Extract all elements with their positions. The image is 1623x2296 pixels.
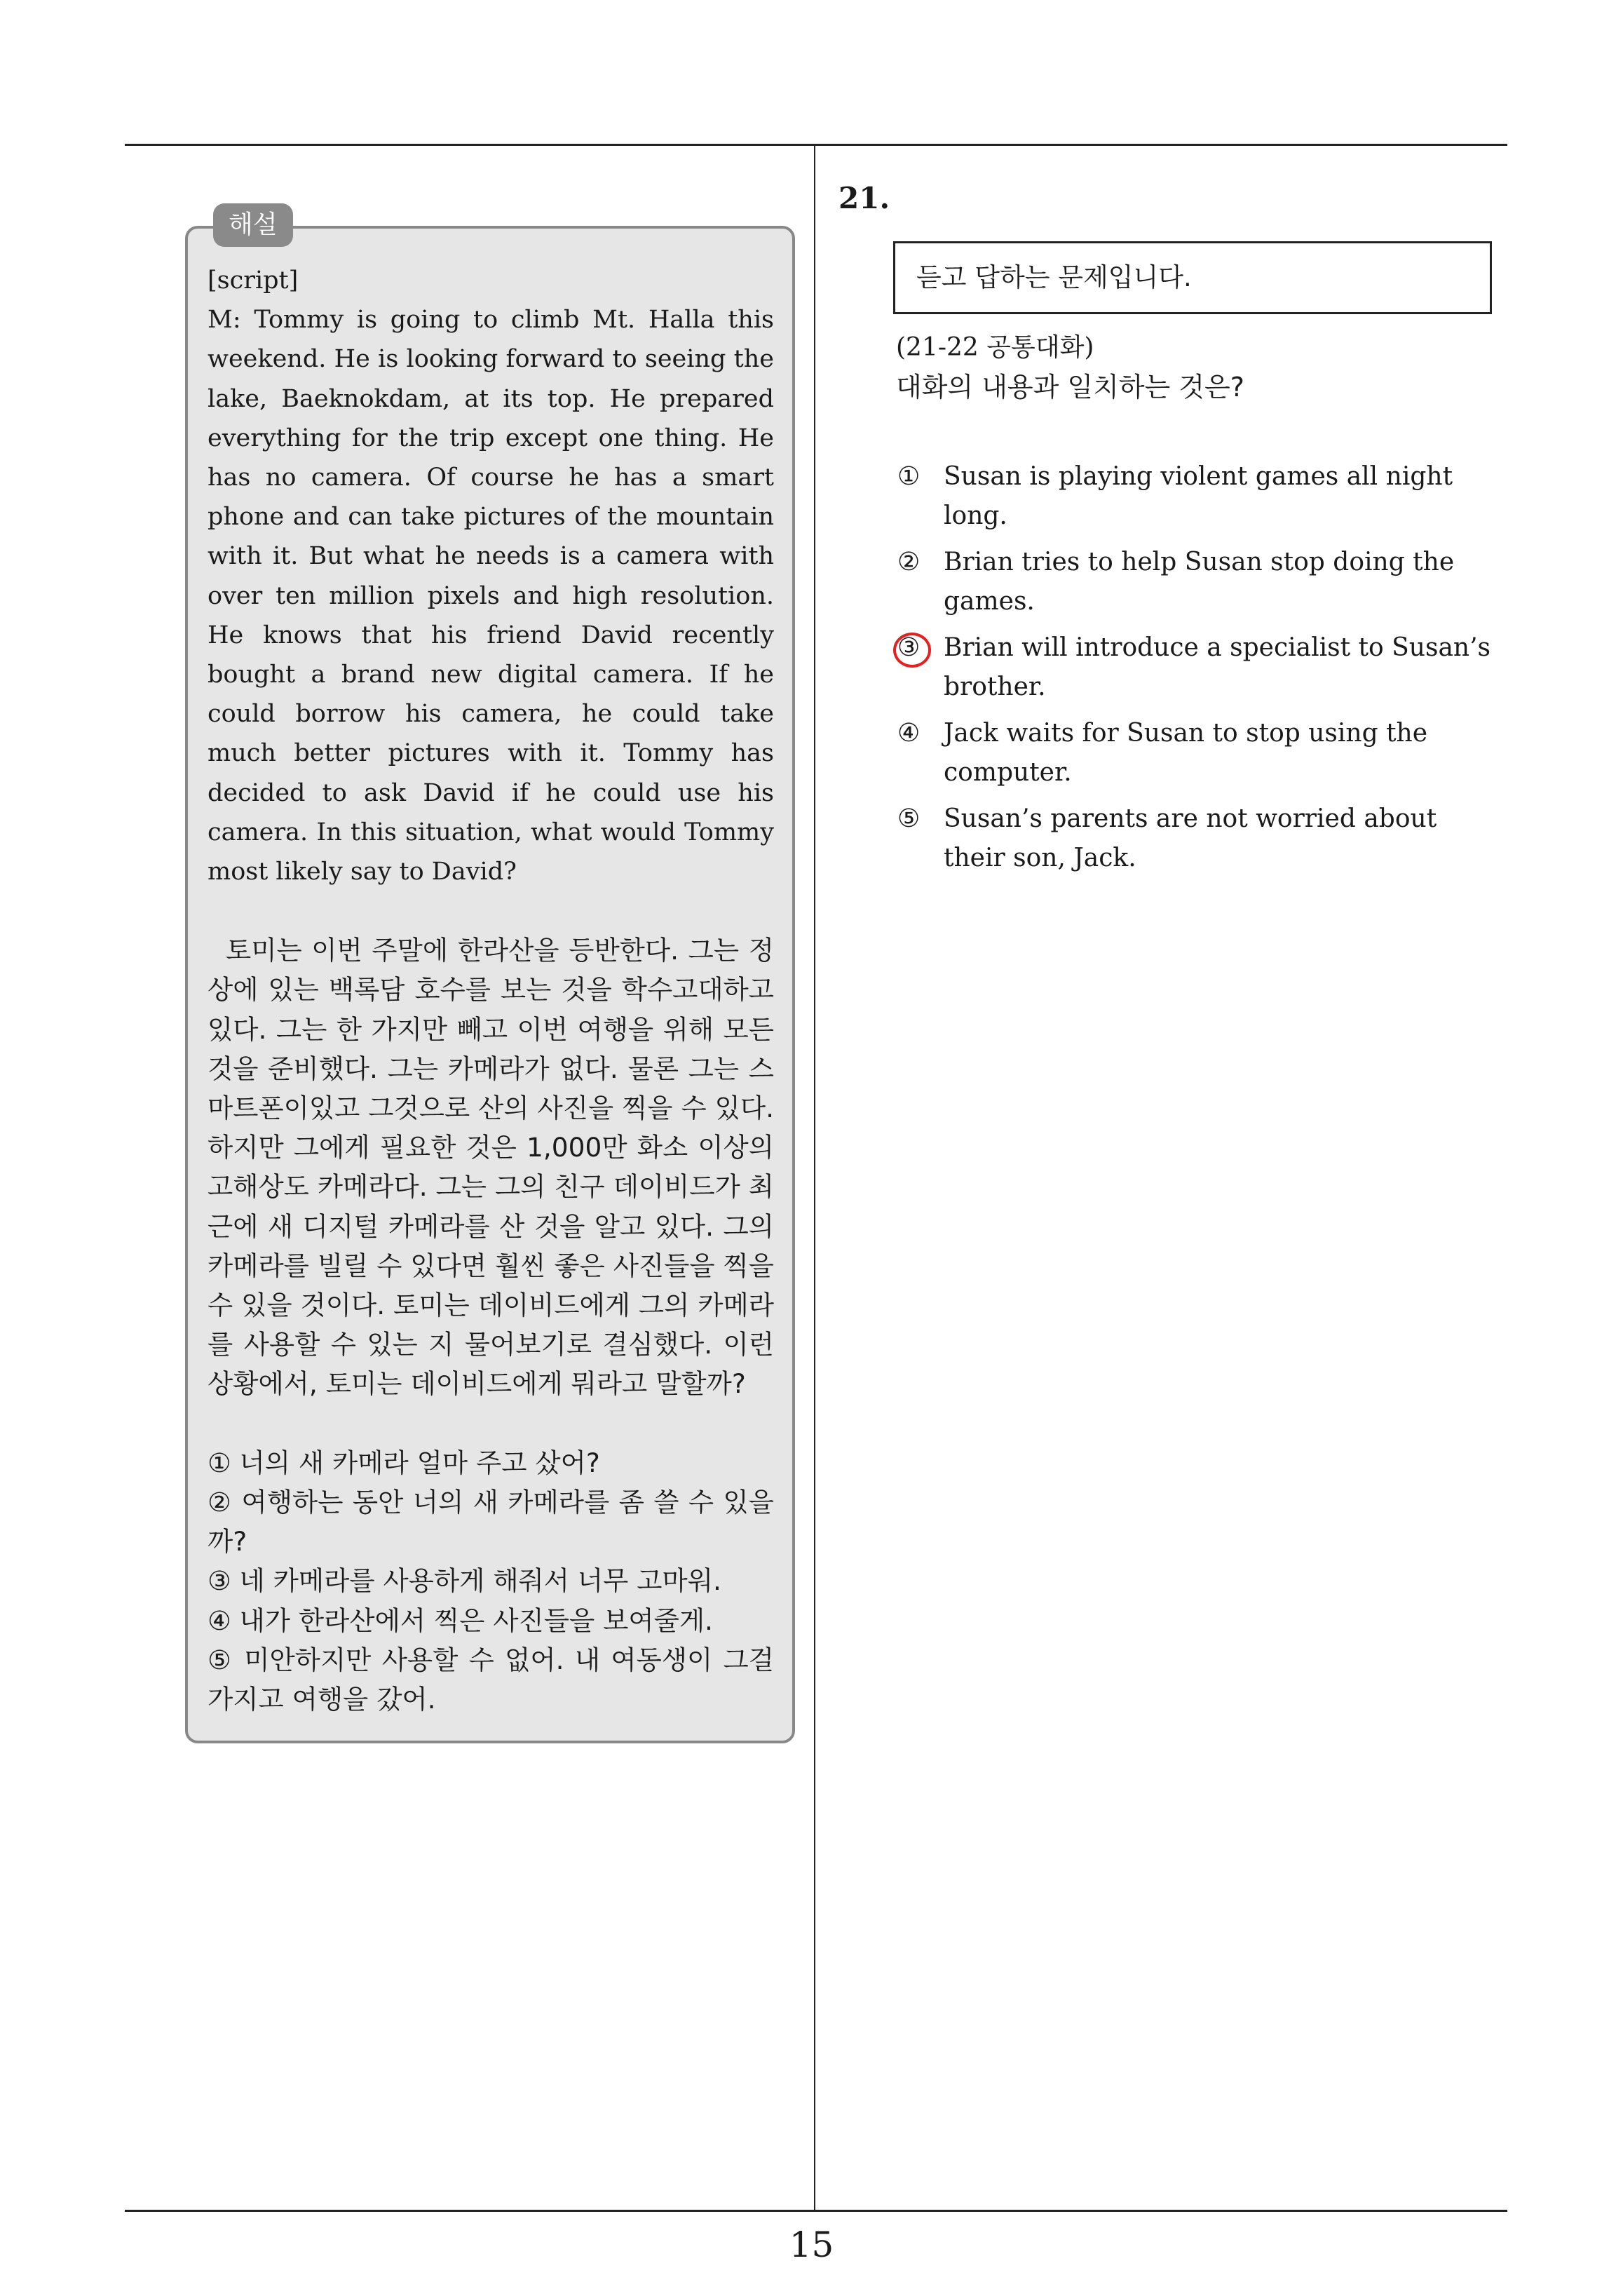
choice-3[interactable] bbox=[897, 628, 1500, 707]
choice-number: ④ bbox=[897, 719, 921, 748]
choice-text: Jack waits for Susan to stop using the computer. bbox=[944, 719, 1428, 787]
instruction-box: 듣고 답하는 문제입니다. bbox=[893, 241, 1492, 314]
script-text: M: Tommy is going to climb Mt. Halla this weekend. He is looking forward to seeing the lake, Baeknokdam, at its top. He prepared everything for the trip except one thing. He has no camera. Of course he has a smart phone and can take pictures of the mountain with it. But what he needs is a camera with over ten million pixels and high resolution. He knows that his friend David recently bought a brand new digital camera. If he could borrow his camera, he could take much better pictures with it. Tommy has decided to ask David if he could use his camera. In this situation, what would Tommy most likely say to David? bbox=[208, 306, 774, 886]
top-rule bbox=[125, 144, 1507, 146]
choice-text: Brian tries to help Susan stop doing the games. bbox=[944, 548, 1455, 616]
question-context: (21-22 공통대화) bbox=[896, 333, 1094, 362]
choice-1[interactable] bbox=[897, 457, 1500, 536]
page-number: 15 bbox=[789, 2224, 834, 2265]
choice-number: ② bbox=[897, 548, 921, 576]
translation-text: 토미는 이번 주말에 한라산을 등반한다. 그는 정상에 있는 백록담 호수를 보는 것을 학수고대하고 있다. 그는 한 가지만 빼고 이번 여행을 위해 모든 것을 준비했다. 그는 카메라가 없다. 물론 그는 스마트폰이있고 그것으로 산의 사진을 찍을 수 있다. 하지만 그에게 필요한 것은 1,000만 화소 이상의 고해상도 카메라다. 그는 그의 친구 데이비드가 최근에 새 디지털 카메라를 산 것을 알고 있다. 그의 카메라를 빌릴 수 있다면 훨씬 좋은 사진들을 찍을 수 있을 것이다. 토미는 데이비드에게 그의 카메라를 사용할 수 있는 지 물어보기로 결심했다. 이런 상황에서, 토미는 데이비드에게 뭐라고 말할까? bbox=[208, 935, 774, 1400]
script-label: [script] bbox=[208, 266, 299, 295]
choice-2[interactable] bbox=[897, 543, 1500, 621]
choice-4[interactable] bbox=[897, 714, 1500, 792]
choice-list bbox=[897, 457, 1500, 885]
bottom-rule bbox=[125, 2210, 1507, 2212]
option-1: ① 너의 새 카메라 얼마 주고 샀어? bbox=[208, 1447, 600, 1478]
choice-number: ① bbox=[897, 462, 921, 491]
answer-mark-circle bbox=[893, 633, 931, 668]
explanation-text bbox=[208, 261, 774, 1719]
question-number: 21. bbox=[838, 181, 890, 215]
question-prompt: 대화의 내용과 일치하는 것은? bbox=[896, 372, 1244, 403]
choice-text: Susan’s parents are not worried about their son, Jack. bbox=[944, 804, 1437, 872]
option-3: ③ 네 카메라를 사용하게 해줘서 너무 고마워. bbox=[208, 1565, 721, 1597]
choice-5[interactable] bbox=[897, 799, 1500, 878]
option-2: ② 여행하는 동안 너의 새 카메라를 좀 쓸 수 있을까? bbox=[208, 1486, 774, 1558]
choice-number: ⑤ bbox=[897, 804, 921, 833]
choice-text: Susan is playing violent games all night long. bbox=[944, 462, 1453, 530]
option-5: ⑤ 미안하지만 사용할 수 없어. 내 여동생이 그걸 가지고 여행을 갔어. bbox=[208, 1644, 774, 1715]
column-divider bbox=[814, 145, 815, 2211]
choice-number: ③ bbox=[897, 633, 921, 662]
option-4: ④ 내가 한라산에서 찍은 사진들을 보여줄게. bbox=[208, 1605, 713, 1636]
choice-text: Brian will introduce a specialist to Susan’s brother. bbox=[944, 633, 1491, 701]
explanation-tab: 해설 bbox=[213, 203, 293, 247]
